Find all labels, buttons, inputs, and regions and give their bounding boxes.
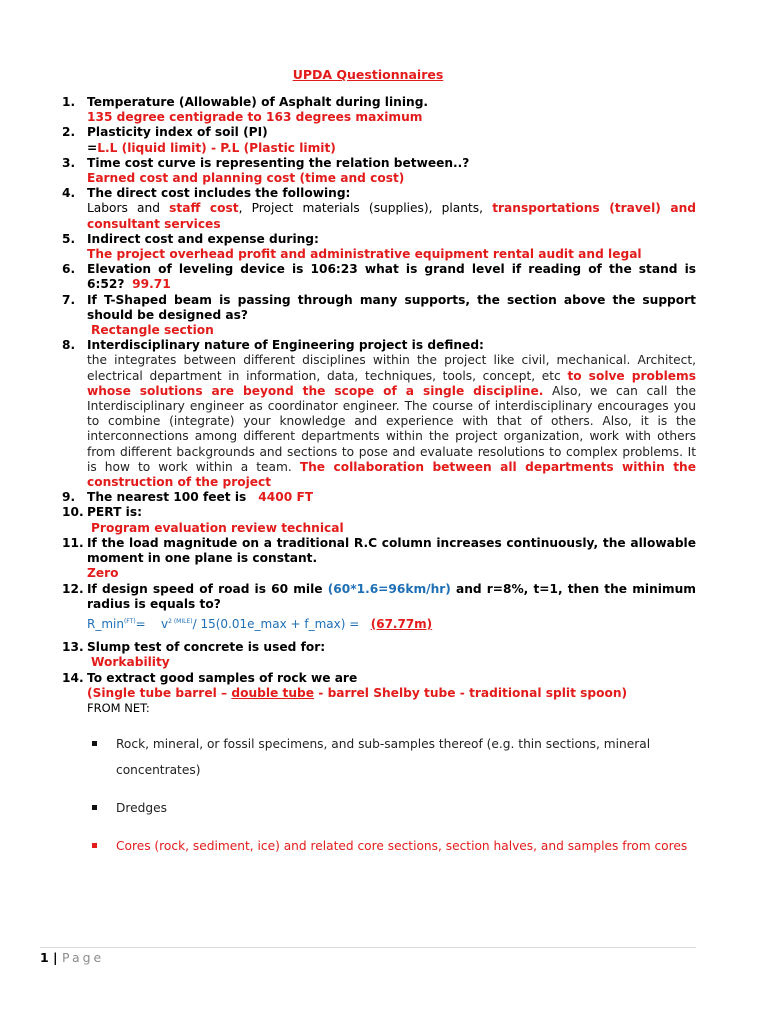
answer-part: - barrel Shelby tube - traditional split spoon) bbox=[314, 685, 628, 700]
answer-text: Program evaluation review technical bbox=[91, 520, 344, 535]
question-2 bbox=[62, 125, 696, 155]
question-number: 12. bbox=[62, 581, 84, 596]
question-4 bbox=[62, 186, 696, 232]
formula-part: = bbox=[135, 616, 150, 631]
answer-text: Zero bbox=[87, 566, 119, 581]
question-6 bbox=[62, 262, 696, 292]
answer-part: (Single tube barrel – bbox=[87, 685, 232, 700]
source-note: FROM NET: bbox=[87, 700, 150, 715]
question-number: 9. bbox=[62, 490, 76, 505]
question-text: Temperature (Allowable) of Asphalt during lining. bbox=[87, 95, 429, 109]
question-10 bbox=[62, 505, 696, 535]
question-text: The nearest 100 feet is bbox=[87, 490, 251, 505]
footer-separator: | bbox=[48, 950, 62, 965]
bullet-item bbox=[92, 795, 702, 821]
question-5 bbox=[62, 232, 696, 262]
square-bullet-icon bbox=[92, 843, 97, 848]
answer-paragraph bbox=[87, 353, 696, 490]
bullet-list bbox=[92, 731, 702, 871]
answer-text: Workability bbox=[91, 655, 170, 670]
question-number: 11. bbox=[62, 535, 84, 550]
answer-text: The project overhead profit and administrative equipment rental audit and legal bbox=[87, 247, 642, 262]
question-text: Slump test of concrete is used for: bbox=[87, 640, 326, 655]
question-8 bbox=[62, 338, 696, 490]
question-number: 2. bbox=[62, 125, 76, 140]
answer-text: Rectangle section bbox=[91, 323, 214, 338]
question-text: Plasticity index of soil (PI) bbox=[87, 125, 268, 140]
answer-text: 135 degree centigrade to 163 degrees maximum bbox=[87, 110, 423, 125]
page-label: Page bbox=[61, 950, 105, 965]
answer-text: (67.77m) bbox=[370, 616, 433, 631]
question-13 bbox=[62, 640, 696, 670]
answer-text: 99.71 bbox=[132, 277, 171, 292]
question-number: 1. bbox=[62, 95, 76, 109]
question-text: and r=8%, t=1, then the minimum radius is equals to? bbox=[87, 581, 697, 611]
square-bullet-icon bbox=[92, 805, 97, 810]
formula-line bbox=[87, 614, 696, 632]
answer-part: to solve problems whose solutions are beyond the scope of a single discipline. bbox=[87, 368, 696, 398]
question-11 bbox=[62, 536, 696, 582]
formula-part: R_min bbox=[87, 616, 124, 631]
question-number: 14. bbox=[62, 670, 84, 685]
question-number: 5. bbox=[62, 231, 76, 246]
question-14 bbox=[62, 671, 696, 717]
question-number: 7. bbox=[62, 292, 76, 307]
bullet-item bbox=[92, 833, 702, 859]
question-text: The direct cost includes the following: bbox=[87, 186, 351, 201]
formula-part: v bbox=[161, 616, 169, 631]
formula-sup: 2 (MILE) bbox=[168, 617, 193, 625]
bullet-text: Cores (rock, sediment, ice) and related core sections, section halves, and samples from cores bbox=[116, 839, 688, 853]
question-list bbox=[62, 95, 696, 716]
answer-part: Also, we can call the Interdisciplinary engineer as coordinator engineer. The course of interdisciplinary encourages you to combine (integrate) your knowledge and experience with that of others. Also, it is the interconnections among different departments within the project organization, work with others from different backgrounds and sections to pose and evaluate resolutions to complex problems. It is how to work within a team. bbox=[87, 383, 696, 474]
answer-part: The collaboration between all departments within the construction of the project bbox=[87, 459, 696, 490]
question-text: If the load magnitude on a traditional R.C column increases continuously, the allowable moment in one plane is constant. bbox=[87, 535, 696, 566]
question-12 bbox=[62, 582, 696, 633]
answer-part: Labors and bbox=[87, 201, 170, 216]
footer-divider bbox=[40, 947, 696, 948]
answer-text: Earned cost and planning cost (time and cost) bbox=[87, 171, 405, 186]
question-text: Time cost curve is representing the relation between..? bbox=[87, 155, 470, 170]
question-number: 6. bbox=[62, 262, 76, 277]
question-number: 8. bbox=[62, 338, 76, 353]
answer-part: the integrates between different disciplines within the project like civil, mechanical. Architect, electrical department in information, data, techniques, tools, concept, etc bbox=[87, 353, 696, 383]
answer-text: 4400 FT bbox=[258, 490, 314, 505]
answer-prefix: = bbox=[87, 140, 98, 155]
page-footer bbox=[40, 950, 104, 965]
square-bullet-icon bbox=[92, 741, 97, 746]
question-7 bbox=[62, 293, 696, 339]
bullet-item bbox=[92, 731, 702, 783]
answer-part: staff cost bbox=[169, 201, 239, 216]
answer-line bbox=[87, 141, 696, 156]
answer-text: L.L (liquid limit) - P.L (Plastic limit) bbox=[97, 140, 336, 155]
page-title: UPDA Questionnaires bbox=[292, 67, 444, 82]
question-text: Indirect cost and expense during: bbox=[87, 231, 319, 246]
bullet-text: Rock, mineral, or fossil specimens, and sub-samples thereof (e.g. thin sections, mineral concentrates) bbox=[116, 737, 651, 777]
question-number: 4. bbox=[62, 186, 76, 201]
question-number: 10. bbox=[62, 505, 84, 520]
question-text: If T-Shaped beam is passing through many supports, the section above the support should be designed as? bbox=[87, 292, 696, 322]
question-text: To extract good samples of rock we are bbox=[87, 670, 358, 685]
question-text: Interdisciplinary nature of Engineering project is defined: bbox=[87, 338, 484, 353]
answer-part: transportations (travel) and consultant services bbox=[87, 201, 696, 231]
answer-part: double tube bbox=[231, 685, 315, 700]
answer-line bbox=[87, 201, 696, 231]
question-text: PERT is: bbox=[87, 505, 142, 520]
question-1 bbox=[62, 95, 696, 125]
question-9 bbox=[62, 490, 696, 505]
answer-part: , Project materials (supplies), plants, bbox=[238, 201, 493, 216]
question-text: If design speed of road is 60 mile bbox=[87, 581, 328, 596]
question-text: Elevation of leveling device is 106:23 what is grand level if reading of the stand is 6:52? bbox=[87, 262, 696, 292]
question-3 bbox=[62, 156, 696, 186]
spacer bbox=[62, 632, 696, 640]
page-number: 1 bbox=[40, 950, 49, 965]
question-number: 13. bbox=[62, 640, 84, 655]
bullet-text: Dredges bbox=[116, 801, 167, 815]
formula-sup: (FT) bbox=[123, 617, 136, 625]
formula-part: / 15(0.01e_max + f_max) = bbox=[192, 616, 364, 631]
question-conversion: (60*1.6=96km/hr) bbox=[327, 581, 451, 596]
answer-line bbox=[87, 686, 696, 701]
question-number: 3. bbox=[62, 155, 76, 170]
